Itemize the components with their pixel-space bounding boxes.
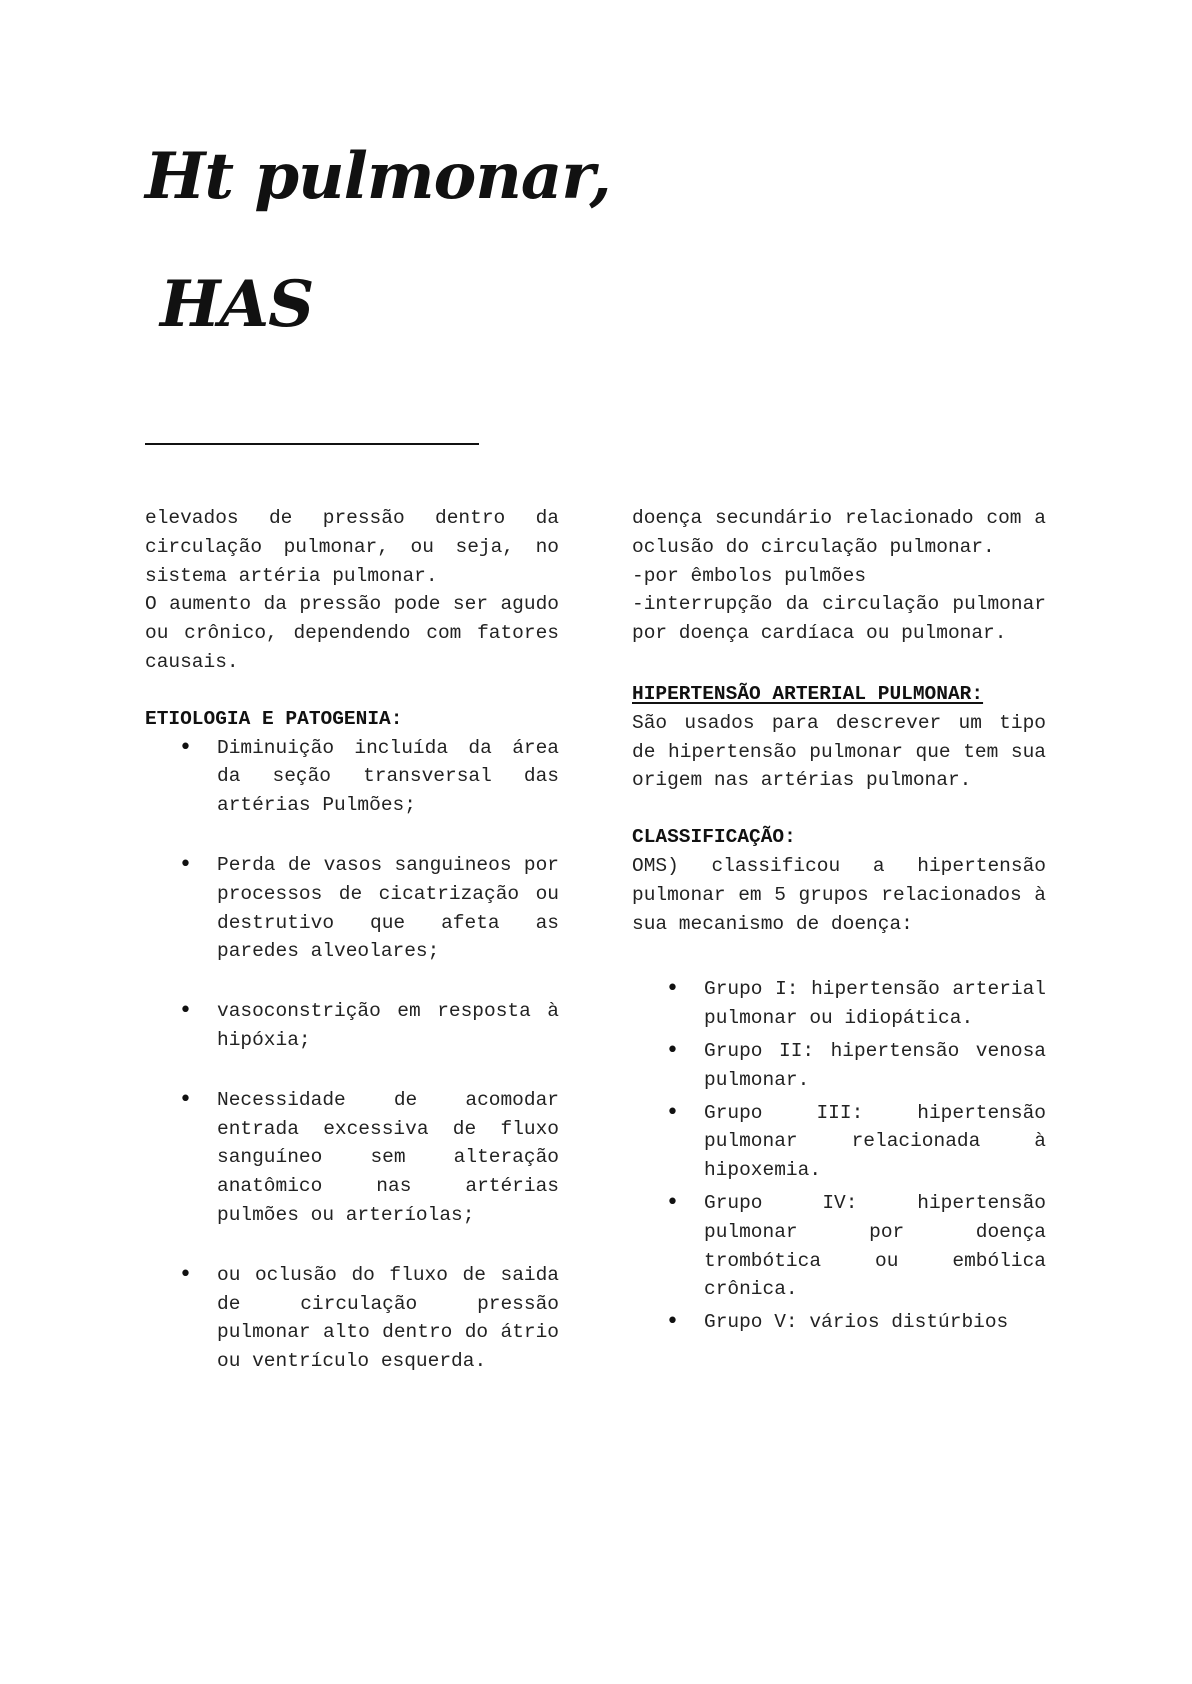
etiology-heading: ETIOLOGIA E PATOGENIA:	[145, 707, 403, 730]
intro-paragraph: elevados de pressão dentro da circulação pulmonar, ou seja, no sistema artéria pulmonar.	[145, 507, 559, 587]
list-item: • vasoconstrição em resposta à hipóxia;	[145, 997, 559, 1055]
etiology-list	[145, 734, 559, 1376]
hap-heading: HIPERTENSÃO ARTERIAL PULMONAR:	[632, 682, 984, 705]
intro-paragraph: -por êmbolos pulmões	[632, 564, 867, 587]
page-title-line-2: HAS	[160, 267, 314, 342]
list-item: • Grupo II: hipertensão venosa pulmonar.	[632, 1037, 1046, 1095]
page-title-line-1: Ht pulmonar,	[145, 139, 611, 214]
left-column	[145, 504, 559, 1376]
list-item: • Diminuição incluída da área da seção transversal das artérias Pulmões;	[145, 734, 559, 820]
list-item: • Grupo IV: hipertensão pulmonar por doença trombótica ou embólica crônica.	[632, 1189, 1046, 1304]
right-column	[632, 504, 1046, 1337]
intro-paragraph: doença secundário relacionado com a oclusão do circulação pulmonar.	[632, 507, 1046, 558]
title-divider	[145, 443, 479, 445]
list-item: • Necessidade de acomodar entrada excessiva de fluxo sanguíneo sem alteração anatômico nas artérias pulmões ou arteríolas;	[145, 1086, 559, 1230]
list-item: • ou oclusão do fluxo de saida de circulação pressão pulmonar alto dentro do átrio ou ventrículo esquerda.	[145, 1261, 559, 1376]
classification-heading: CLASSIFICAÇÃO:	[632, 826, 796, 849]
intro-paragraph: O aumento da pressão pode ser agudo ou crônico, dependendo com fatores causais.	[145, 593, 559, 673]
list-item: • Grupo III: hipertensão pulmonar relacionada à hipoxemia.	[632, 1099, 1046, 1185]
classification-list	[632, 975, 1046, 1337]
list-item: • Grupo I: hipertensão arterial pulmonar ou idiopática.	[632, 975, 1046, 1033]
list-item: • Perda de vasos sanguineos por processos de cicatrização ou destrutivo que afeta as paredes alveolares;	[145, 851, 559, 966]
hap-paragraph: São usados para descrever um tipo de hipertensão pulmonar que tem sua origem nas artérias pulmonar.	[632, 711, 1046, 792]
classification-paragraph: OMS) classificou a hipertensão pulmonar em 5 grupos relacionados à sua mecanismo de doença:	[632, 854, 1046, 935]
intro-paragraph: -interrupção da circulação pulmonar por doença cardíaca ou pulmonar.	[632, 593, 1046, 645]
list-item: • Grupo V: vários distúrbios	[632, 1308, 1046, 1337]
